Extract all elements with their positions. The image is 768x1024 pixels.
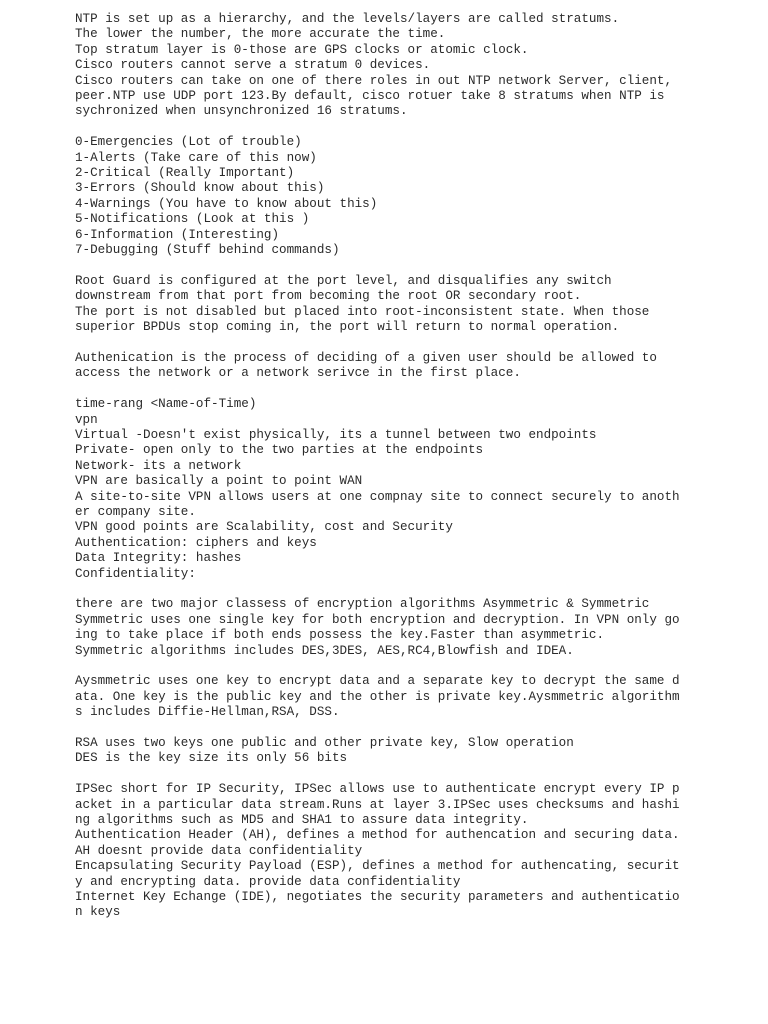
text-line: superior BPDUs stop coming in, the port will return to normal operation.	[75, 320, 620, 335]
text-line: RSA uses two keys one public and other private key, Slow operation	[75, 735, 574, 750]
text-line: s includes Diffie-Hellman,RSA, DSS.	[75, 705, 340, 720]
text-line: acket in a particular data stream.Runs at layer 3.IPSec uses checksums and hashi	[75, 797, 680, 812]
text-line: vpn	[75, 412, 98, 427]
text-line: AH doesnt provide data confidentiality	[75, 843, 363, 858]
text-line: ata. One key is the public key and the other is private key.Aysmmetric algorithm	[75, 689, 680, 704]
text-line: Aysmmetric uses one key to encrypt data and a separate key to decrypt the same d	[75, 674, 680, 689]
text-line: The port is not disabled but placed into root-inconsistent state. When those	[75, 304, 650, 319]
text-line: 2-Critical (Really Important)	[75, 166, 295, 181]
text-line: Cisco routers can take on one of there roles in out NTP network Server, client,	[75, 73, 673, 88]
text-line: VPN are basically a point to point WAN	[75, 474, 363, 489]
text-line: Data Integrity: hashes	[75, 551, 242, 566]
text-line: 4-Warnings (You have to know about this)	[75, 196, 378, 211]
document-page	[75, 12, 680, 936]
text-line: Root Guard is configured at the port level, and disqualifies any switch	[75, 273, 612, 288]
text-line: Virtual -Doesn't exist physically, its a tunnel between two endpoints	[75, 427, 597, 442]
text-line: 3-Errors (Should know about this)	[75, 181, 325, 196]
text-line: Cisco routers cannot serve a stratum 0 devices.	[75, 58, 431, 73]
paragraph-root-guard	[75, 274, 675, 336]
text-line: NTP is set up as a hierarchy, and the levels/layers are called stratums.	[75, 12, 620, 26]
text-line: time-rang <Name-of-Time)	[75, 397, 257, 412]
paragraph-ipsec	[75, 782, 680, 921]
text-line: y and encrypting data. provide data confidentiality	[75, 874, 461, 889]
paragraph-rsa-des	[75, 736, 675, 767]
text-line: DES is the key size its only 56 bits	[75, 751, 348, 766]
paragraph-vpn	[75, 397, 680, 582]
text-line: Internet Key Echange (IDE), negotiates the security parameters and authenticatio	[75, 890, 680, 905]
paragraph-authentication	[75, 351, 675, 382]
paragraph-asymmetric	[75, 674, 680, 720]
paragraph-syslog-levels	[75, 135, 675, 258]
text-line: Authenication is the process of deciding of a given user should be allowed to	[75, 350, 657, 365]
text-line: Encapsulating Security Payload (ESP), defines a method for authencating, securit	[75, 859, 680, 874]
text-line: Network- its a network	[75, 458, 242, 473]
text-line: there are two major classess of encryption algorithms Asymmetric & Symmetric	[75, 597, 650, 612]
text-line: VPN good points are Scalability, cost and Security	[75, 520, 453, 535]
text-line: ng algorithms such as MD5 and SHA1 to assure data integrity.	[75, 813, 529, 827]
text-line: peer.NTP use UDP port 123.By default, cisco rotuer take 8 stratums when NTP is	[75, 89, 665, 104]
text-line: Symmetric uses one single key for both encryption and decryption. In VPN only go	[75, 612, 680, 627]
paragraph-symmetric	[75, 597, 680, 659]
text-line: 7-Debugging (Stuff behind commands)	[75, 243, 340, 258]
text-line: 6-Information (Interesting)	[75, 227, 280, 242]
text-line: 0-Emergencies (Lot of trouble)	[75, 135, 302, 150]
text-line: Private- open only to the two parties at the endpoints	[75, 443, 484, 458]
text-line: er company site.	[75, 504, 196, 519]
text-line: 5-Notifications (Look at this )	[75, 212, 310, 227]
text-line: n keys	[75, 905, 121, 920]
text-line: Confidentiality:	[75, 566, 196, 581]
text-line: The lower the number, the more accurate the time.	[75, 27, 446, 42]
text-line: Authentication Header (AH), defines a method for authencation and securing data.	[75, 828, 680, 843]
paragraph-ntp	[75, 12, 675, 120]
text-line: access the network or a network serivce in the first place.	[75, 366, 521, 381]
text-line: IPSec short for IP Security, IPSec allows use to authenticate encrypt every IP p	[75, 782, 680, 797]
text-line: Symmetric algorithms includes DES,3DES, AES,RC4,Blowfish and IDEA.	[75, 643, 574, 658]
text-line: A site-to-site VPN allows users at one compnay site to connect securely to anoth	[75, 489, 680, 504]
text-line: downstream from that port from becoming the root OR secondary root.	[75, 289, 582, 304]
text-line: 1-Alerts (Take care of this now)	[75, 150, 317, 165]
text-line: Authentication: ciphers and keys	[75, 535, 317, 550]
text-line: sychronized when unsynchronized 16 stratums.	[75, 104, 408, 119]
text-line: ing to take place if both ends possess the key.Faster than asymmetric.	[75, 628, 605, 643]
text-line: Top stratum layer is 0-those are GPS clocks or atomic clock.	[75, 42, 529, 57]
